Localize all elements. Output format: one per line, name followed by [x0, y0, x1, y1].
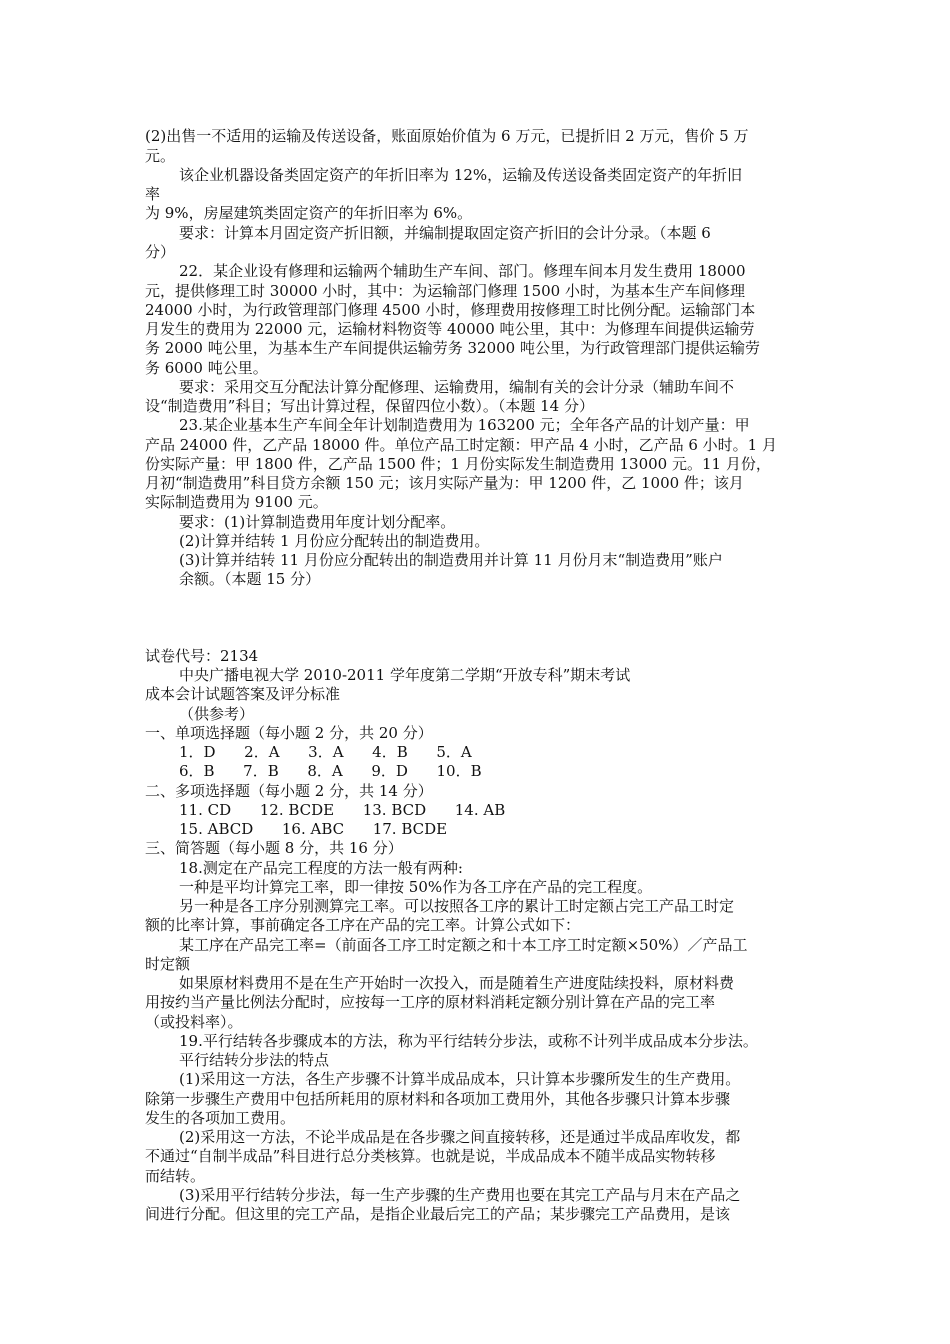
answer-subtitle: 成本会计试题答案及评分标准 — [145, 685, 341, 703]
text-line: 份实际产量：甲 1800 件，乙产品 1500 件；1 月份实际发生制造费用 13000 元。11 月份， — [145, 455, 771, 473]
text-line: 要求：采用交互分配法计算分配修理、运输费用，编制有关的会计分录（辅助车间不 — [179, 378, 735, 396]
text-line: (2)计算并结转 1 月份应分配转出的制造费用。 — [179, 532, 490, 550]
section-heading: 三、简答题（每小题 8 分，共 16 分） — [145, 839, 403, 857]
text-line: 余额。（本题 15 分） — [179, 570, 321, 588]
text-line: 月发生的费用为 22000 元，运输材料物资等 40000 吨公里，其中：为修理车间提供运输劳 — [145, 320, 755, 338]
text-line: 务 6000 吨公里。 — [145, 359, 268, 377]
text-line: 该企业机器设备类固定资产的年折旧率为 12%，运输及传送设备类固定资产的年折旧 — [179, 166, 743, 184]
answer-row: 1．D 2．A 3．A 4．B 5．A — [179, 743, 472, 761]
section-heading: 二、多项选择题（每小题 2 分，共 14 分） — [145, 782, 433, 800]
text-line: 22．某企业设有修理和运输两个辅助生产车间、部门。修理车间本月发生费用 18000 — [179, 262, 746, 280]
text-line: 另一种是各工序分别测算完工率。可以按照各工序的累计工时定额占完工产品工时定 — [179, 897, 735, 915]
text-line: 产品 24000 件，乙产品 18000 件。单位产品工时定额：甲产品 4 小时，乙产品 6 小时。1 月 — [145, 436, 777, 454]
text-line: 月初“制造费用”科目贷方余额 150 元；该月实际产量为：甲 1200 件，乙 1000 件；该月 — [145, 474, 744, 492]
text-line: 某工序在产品完工率=（前面各工序工时定额之和十本工序工时定额×50%）／产品工 — [179, 936, 748, 954]
text-line: 间进行分配。但这里的完工产品，是指企业最后完工的产品；某步骤完工产品费用，是该 — [145, 1205, 731, 1223]
text-line: 额的比率计算，事前确定各工序在产品的完工率。计算公式如下： — [145, 916, 581, 934]
text-line: 要求：计算本月固定资产折旧额，并编制提取固定资产折旧的会计分录。（本题 6 — [179, 224, 711, 242]
text-line: (2)采用这一方法，不论半成品是在各步骤之间直接转移，还是通过半成品库收发，都 — [179, 1128, 741, 1146]
text-line: 18.测定在产品完工程度的方法一般有两种: — [179, 859, 463, 877]
text-line: (3)采用平行结转分步法，每一生产步骤的生产费用也要在其完工产品与月末在产品之 — [179, 1186, 741, 1204]
text-line: 除第一步骤生产费用中包括所耗用的原材料和各项加工费用外，其他各步骤只计算本步骤 — [145, 1090, 731, 1108]
text-line: 元，提供修理工时 30000 小时，其中：为运输部门修理 1500 小时，为基本生产车间修理 — [145, 282, 745, 300]
text-line: 不通过“自制半成品”科目进行总分类核算。也就是说，半成品成本不随半成品实物转移 — [145, 1147, 716, 1165]
text-line: (1)采用这一方法，各生产步骤不计算半成品成本，只计算本步骤所发生的生产费用。 — [179, 1070, 741, 1088]
answer-row: 11. CD 12. BCDE 13. BCD 14. AB — [179, 801, 506, 819]
text-line: 19.平行结转各步骤成本的方法，称为平行结转分步法，或称不计列半成品成本分步法。 — [179, 1032, 758, 1050]
text-line: 时定额 — [145, 955, 191, 973]
answer-row: 15. ABCD 16. ABC 17. BCDE — [179, 820, 448, 838]
text-line: 23.某企业基本生产车间全年计划制造费用为 163200 元；全年各产品的计划产量：甲 — [179, 416, 750, 434]
text-line: （或投料率）。 — [145, 1013, 243, 1031]
text-line: （供参考） — [179, 705, 255, 723]
text-line: 如果原材料费用不是在生产开始时一次投入，而是随着生产进度陆续投料，原材料费 — [179, 974, 735, 992]
text-line: 一种是平均计算完工率，即一律按 50%作为各工序在产品的完工程度。 — [179, 878, 653, 896]
answer-row: 6．B 7．B 8．A 9．D 10．B — [179, 762, 482, 780]
text-line: 实际制造费用为 9100 元。 — [145, 493, 328, 511]
text-line: 率 — [145, 185, 161, 203]
text-line: (2)出售一不适用的运输及传送设备，账面原始价值为 6 万元，已提折旧 2 万元，售价 5 万 — [145, 127, 749, 145]
exam-code: 试卷代号：2134 — [145, 647, 259, 665]
text-line: 而结转。 — [145, 1167, 206, 1185]
answer-title: 中央广播电视大学 2010-2011 学年度第二学期“开放专科”期末考试 — [179, 666, 631, 684]
section-heading: 一、单项选择题（每小题 2 分，共 20 分） — [145, 724, 433, 742]
text-line: 发生的各项加工费用。 — [145, 1109, 296, 1127]
text-line: 设“制造费用”科目；写出计算过程，保留四位小数）。（本题 14 分） — [145, 397, 594, 415]
text-line: 24000 小时，为行政管理部门修理 4500 小时，修理费用按修理工时比例分配。运输部门本 — [145, 301, 756, 319]
text-line: (3)计算并结转 11 月份应分配转出的制造费用并计算 11 月份月末“制造费用”账户 — [179, 551, 723, 569]
text-line: 用按约当产量比例法分配时，应按每一工序的原材料消耗定额分别计算在产品的完工率 — [145, 993, 716, 1011]
text-line: 平行结转分步法的特点 — [179, 1051, 330, 1069]
text-line: 务 2000 吨公里，为基本生产车间提供运输劳务 32000 吨公里，为行政管理部门提供运输劳 — [145, 339, 760, 357]
text-line: 要求：(1)计算制造费用年度计划分配率。 — [179, 513, 456, 531]
text-line: 元。 — [145, 147, 176, 165]
text-line: 为 9%，房屋建筑类固定资产的年折旧率为 6%。 — [145, 204, 473, 222]
text-line: 分） — [145, 243, 176, 261]
